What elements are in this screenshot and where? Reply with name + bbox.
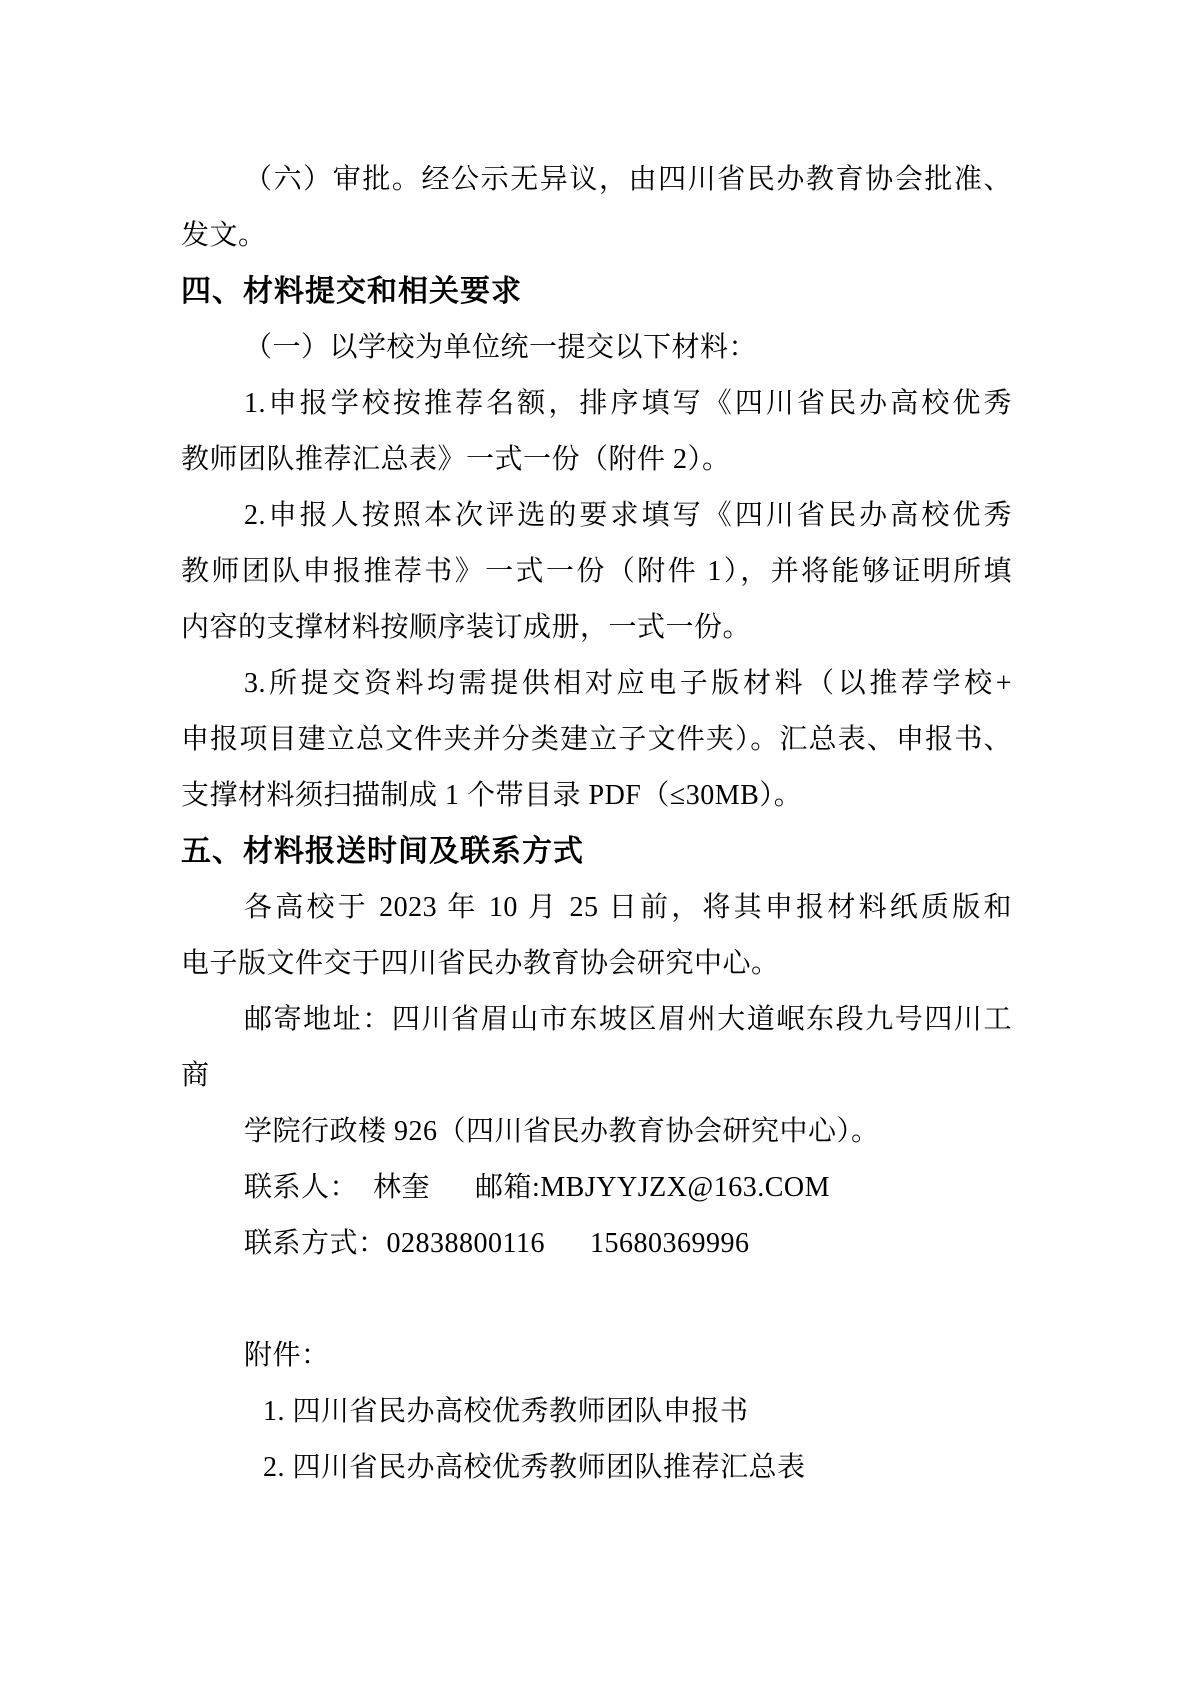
- text-line-mailing-address-cont2: 学院行政楼 926（四川省民办教育协会研究中心）。: [244, 1116, 880, 1147]
- text-line-item3: 3.所提交资料均需提供相对应电子版材料（以推荐学校+: [244, 668, 1012, 699]
- text-line-mailing-address: 邮寄地址：四川省眉山市东坡区眉州大道岷东段九号四川工: [244, 1004, 1012, 1035]
- text-line-approval-cont: 发文。: [181, 220, 267, 251]
- section-heading-materials-submission: 四、材料提交和相关要求: [181, 275, 522, 308]
- text-line-item2-cont1: 教师团队申报推荐书》一式一份（附件 1），并将能够证明所填: [181, 556, 1012, 587]
- text-line-mailing-address-cont: 商: [181, 1060, 210, 1091]
- contact-person-line: 联系人： 林奎 邮箱:MBJYYJZX@163.COM: [244, 1172, 830, 1203]
- text-line-item2-cont2: 内容的支撑材料按顺序装订成册，一式一份。: [181, 612, 752, 643]
- text-line-item3-cont2: 支撑材料须扫描制成 1 个带目录 PDF（≤30MB）。: [181, 780, 803, 811]
- contact-phone-line: 联系方式：02838800116 15680369996: [244, 1228, 750, 1259]
- text-line-item3-cont1: 申报项目建立总文件夹并分类建立子文件夹）。汇总表、申报书、: [181, 724, 1012, 755]
- text-line-item2: 2.申报人按照本次评选的要求填写《四川省民办高校优秀: [244, 500, 1012, 531]
- text-line-submit-intro: （一）以学校为单位统一提交以下材料：: [244, 332, 758, 363]
- attachment-item-2: 2. 四川省民办高校优秀教师团队推荐汇总表: [263, 1452, 806, 1483]
- text-line-item1: 1.申报学校按推荐名额，排序填写《四川省民办高校优秀: [244, 388, 1012, 419]
- attachments-label: 附件：: [244, 1340, 330, 1371]
- section-heading-deadline-contact: 五、材料报送时间及联系方式: [181, 835, 584, 868]
- document-text-block: [181, 152, 1012, 1496]
- text-line-deadline-cont: 电子版文件交于四川省民办教育协会研究中心。: [181, 948, 780, 979]
- text-line-item1-cont: 教师团队推荐汇总表》一式一份（附件 2）。: [181, 444, 731, 475]
- text-line-deadline: 各高校于 2023 年 10 月 25 日前，将其申报材料纸质版和: [244, 892, 1012, 923]
- text-line-approval: （六）审批。经公示无异议，由四川省民办教育协会批准、: [244, 164, 1012, 195]
- attachment-item-1: 1. 四川省民办高校优秀教师团队申报书: [263, 1396, 749, 1427]
